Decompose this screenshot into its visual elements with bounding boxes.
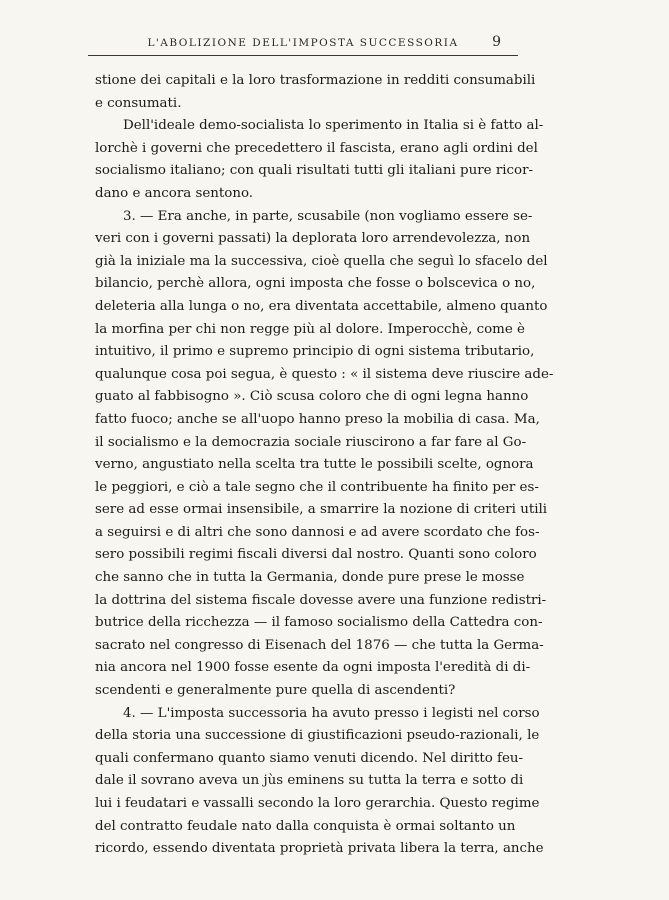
page-number: 9 (492, 34, 501, 50)
text-line: intuitivo, il primo e supremo principio di ogni sistema tributario, (95, 344, 535, 360)
text-line: qualunque cosa poi segua, è questo : « il sistema deve riuscire ade- (95, 366, 554, 382)
text-line: il socialismo e la democrazia sociale riuscirono a far fare al Go- (95, 434, 527, 450)
text-line: scendenti e generalmente pure quella di ascendenti? (95, 683, 456, 699)
text-line: fatto fuoco; anche se all'uopo hanno preso la mobilia di casa. Ma, (95, 411, 540, 427)
text-line: socialismo italiano; con quali risultati tutti gli italiani pure ricor- (95, 163, 534, 179)
text-line: 4. — L'imposta successoria ha avuto presso i legisti nel corso (123, 705, 540, 721)
text-line: della storia una successione di giustificazioni pseudo-razionali, le (95, 728, 540, 744)
text-line: bilancio, perchè allora, ogni imposta che fosse o bolscevica o no, (95, 276, 536, 292)
text-line: ricordo, essendo diventata proprietà privata libera la terra, anche (95, 841, 544, 857)
text-line: 3. — Era anche, in parte, scusabile (non vogliamo essere se- (123, 208, 533, 224)
text-line: sere ad esse ormai insensibile, a smarrire la nozione di criteri utili (95, 502, 548, 518)
text-line: e consumati. (95, 95, 182, 111)
text-line: quali confermano quanto siamo venuti dicendo. Nel diritto feu- (95, 750, 524, 766)
text-line: lorchè i governi che precedettero il fascista, erano agli ordini del (95, 140, 538, 156)
paragraph-2 (95, 115, 544, 205)
text-line: la morfina per chi non regge più al dolore. Imperocchè, come è (95, 321, 525, 337)
running-title: L'ABOLIZIONE DELL'IMPOSTA SUCCESSORIA (88, 37, 518, 56)
text-line: nia ancora nel 1900 fosse esente da ogni imposta l'eredità di di- (95, 660, 531, 676)
paragraph-3 (95, 206, 554, 703)
text-line: guato al fabbisogno ». Ciò scusa coloro che di ogni legna hanno (95, 389, 529, 405)
text-line: sacrato nel congresso di Eisenach del 1876 — che tutta la Germa- (95, 637, 544, 653)
text-line: Dell'ideale demo-socialista lo sperimento in Italia si è fatto al- (123, 118, 544, 134)
text-line: deleteria alla lunga o no, era diventata accettabile, almeno quanto (95, 298, 548, 314)
text-line: verno, angustiato nella scelta tra tutte le possibili scelte, ognora (95, 457, 534, 473)
paragraph-4 (95, 703, 544, 861)
text-line: stione dei capitali e la loro trasformazione in redditi consumabili (95, 73, 536, 88)
text-line: sero possibili regimi fiscali diversi dal nostro. Quanti sono coloro (95, 547, 537, 563)
text-line: a seguirsi e di altri che sono dannosi e ad avere scordato che fos- (95, 524, 540, 540)
text-line: che sanno che in tutta la Germania, donde pure prese le mosse (95, 570, 525, 586)
paragraph-1 (95, 70, 536, 115)
text-line: le peggiori, e ciò a tale segno che il contribuente ha finito per es- (95, 479, 539, 495)
text-line: la dottrina del sistema fiscale dovesse avere una funzione redistri- (95, 592, 547, 608)
text-line: butrice della ricchezza — il famoso socialismo della Cattedra con- (95, 615, 543, 631)
text-line: lui i feudatari e vassalli secondo la loro gerarchia. Questo regime (95, 796, 540, 811)
text-line: dano e ancora sentono. (95, 185, 254, 201)
body-text (95, 70, 554, 861)
text-line: del contratto feudale nato dalla conquista è ormai soltanto un (95, 818, 516, 834)
text-line: veri con i governi passati) la deplorata loro arrendevolezza, non (95, 231, 531, 247)
text-line: dale il sovrano aveva un jùs eminens su tutta la terra e sotto di (95, 773, 524, 789)
text-line: già la iniziale ma la successiva, cioè quella che seguì lo sfacelo del (95, 253, 548, 269)
